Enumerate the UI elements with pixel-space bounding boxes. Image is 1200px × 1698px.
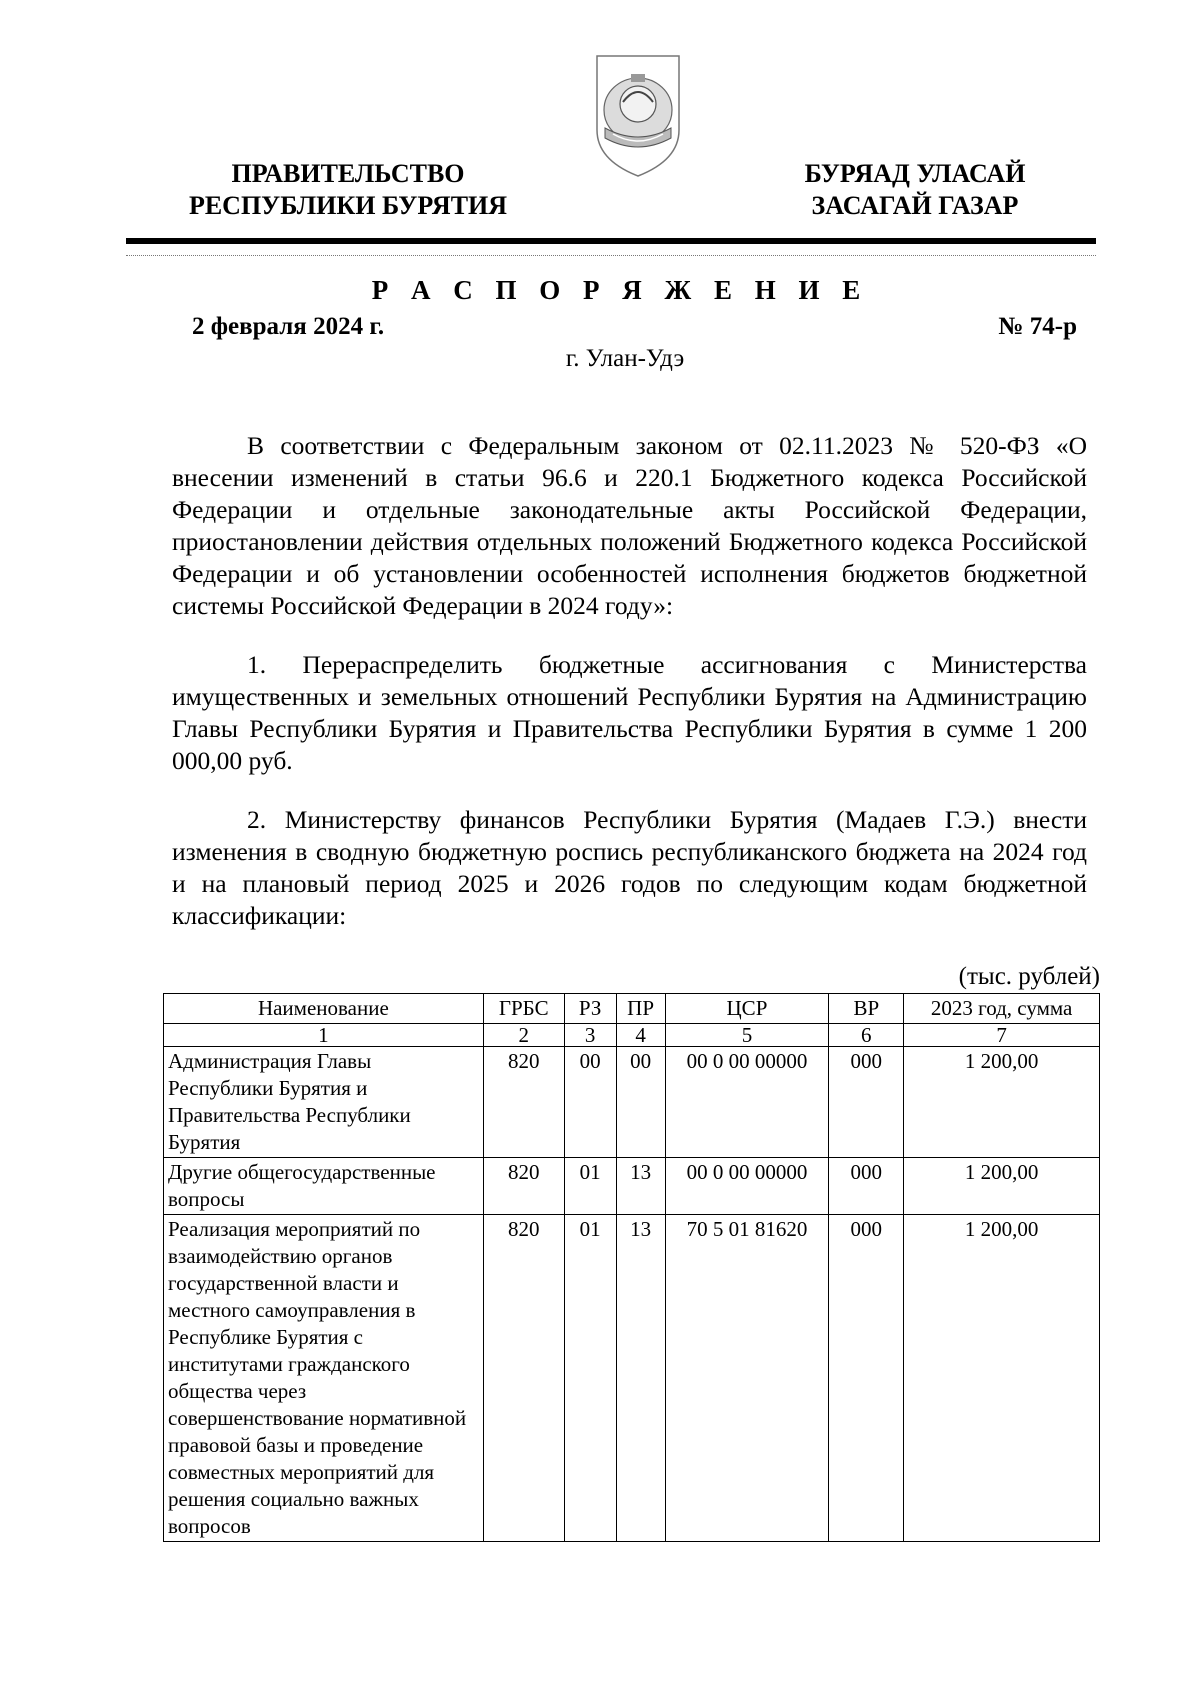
cell-vr: 000 (829, 1047, 904, 1158)
col-header: Наименование (164, 994, 484, 1024)
header-divider-thin (126, 255, 1096, 257)
cell-amount: 1 200,00 (904, 1047, 1100, 1158)
column-number-row (164, 1024, 1100, 1047)
preamble-paragraph: В соответствии с Федеральным законом от 02.11.2023 № 520-ФЗ «О внесении изменений в статьи 96.6 и 220.1 Бюджетного кодекса Российской Федерации и отдельные законодательные акты Российской Федерации, приостановлении действия отдельных положений Бюджетного кодекса Российской Федерации и об установлении особенностей исполнения бюджетов бюджетной системы Российской Федерации в 2024 году»: (172, 431, 1087, 620)
cell-vr: 000 (829, 1215, 904, 1542)
cell-csr: 00 0 00 00000 (665, 1047, 829, 1158)
col-number: 1 (164, 1024, 484, 1047)
cell-amount: 1 200,00 (904, 1158, 1100, 1215)
cell-pr: 13 (616, 1215, 665, 1542)
org-bur-line-2: ЗАСАГАЙ ГАЗАР (811, 191, 1019, 220)
cell-grbs: 820 (483, 1215, 564, 1542)
cell-amount: 1 200,00 (904, 1215, 1100, 1542)
col-number: 3 (564, 1024, 616, 1047)
budget-table (163, 993, 1100, 1542)
cell-name: Другие общегосударственные вопросы (164, 1158, 484, 1215)
cell-rz: 01 (564, 1158, 616, 1215)
clause-1: 1. Перераспределить бюджетные ассигнования с Министерства имущественных и земельных отношений Республики Бурятия на Администрацию Главы Республики Бурятия и Правительства Республики Бурятия в сумме 1 200 000,00 руб. (172, 650, 1087, 775)
cell-vr: 000 (829, 1158, 904, 1215)
col-number: 6 (829, 1024, 904, 1047)
org-ru-line-2: РЕСПУБЛИКИ БУРЯТИЯ (188, 191, 508, 220)
col-header: ПР (616, 994, 665, 1024)
cell-csr: 70 5 01 81620 (665, 1215, 829, 1542)
col-header: ЦСР (665, 994, 829, 1024)
cell-grbs: 820 (483, 1158, 564, 1215)
table-row (164, 1158, 1100, 1215)
col-number: 5 (665, 1024, 829, 1047)
org-name-russian (158, 158, 538, 222)
document-date: 2 февраля 2024 г. (192, 313, 385, 340)
col-header: 2023 год, сумма (904, 994, 1100, 1024)
col-number: 4 (616, 1024, 665, 1047)
col-number: 2 (483, 1024, 564, 1047)
cell-pr: 13 (616, 1158, 665, 1215)
cell-name: Реализация мероприятий по взаимодействию органов государственной власти и местного самоуправления в Республике Бурятия с институтами гражданского общества через совершенствование нормативной правовой базы и проведение совместных мероприятий для решения социально важных вопросов (164, 1215, 484, 1542)
col-header: ВР (829, 994, 904, 1024)
table-units: (тыс. рублей) (958, 963, 1100, 990)
table-row (164, 1215, 1100, 1542)
clause-2: 2. Министерству финансов Республики Бурятия (Мадаев Г.Э.) внести изменения в сводную бюджетную роспись республиканского бюджета на 2024 год и на плановый период 2025 и 2026 годов по следующим кодам бюджетной классификации: (172, 805, 1087, 930)
coat-of-arms-icon (591, 52, 685, 180)
col-number: 7 (904, 1024, 1100, 1047)
cell-csr: 00 0 00 00000 (665, 1158, 829, 1215)
col-header: РЗ (564, 994, 616, 1024)
table-row (164, 1047, 1100, 1158)
org-name-buryat (770, 158, 1060, 222)
org-bur-line-1: БУРЯАД УЛАСАЙ (804, 159, 1026, 188)
table-header-row (164, 994, 1100, 1024)
org-ru-line-1: ПРАВИТЕЛЬСТВО (231, 159, 465, 188)
cell-name: Администрация Главы Республики Бурятия и Правительства Республики Бурятия (164, 1047, 484, 1158)
document-city: г. Улан-Удэ (565, 345, 685, 372)
cell-grbs: 820 (483, 1047, 564, 1158)
cell-rz: 00 (564, 1047, 616, 1158)
col-header: ГРБС (483, 994, 564, 1024)
document-type: Р А С П О Р Я Ж Е Н И Е (371, 275, 869, 305)
cell-rz: 01 (564, 1215, 616, 1542)
cell-pr: 00 (616, 1047, 665, 1158)
document-number: № 74-р (998, 313, 1077, 340)
header-divider (126, 238, 1096, 244)
